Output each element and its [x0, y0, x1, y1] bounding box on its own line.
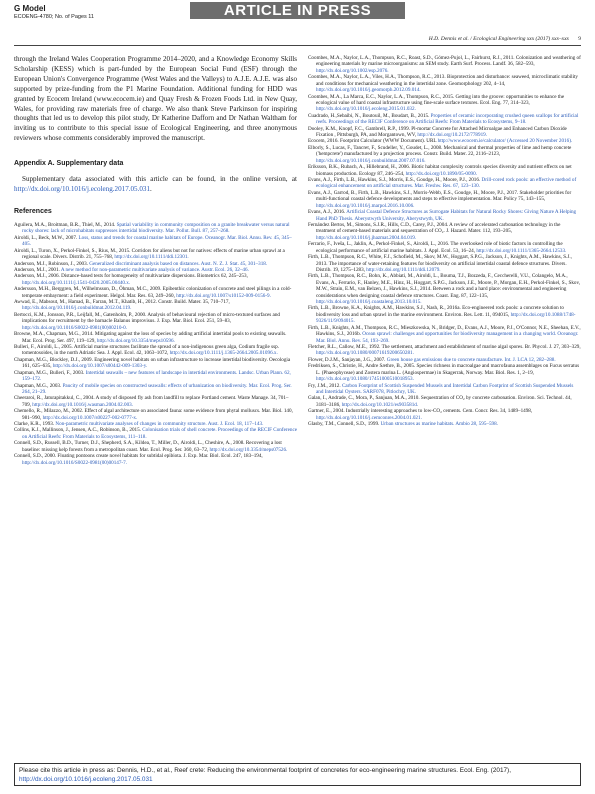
reference-entry [14, 370, 297, 383]
reference-text: Chapman, M.G., Blockley, D.J., 2009. Engineering novel habitats on urban infrastructure to increase intertidal biodiversity. Oecologia 161, 625–635, [14, 356, 291, 370]
reference-link[interactable]: http://dx.doi.org/10.1080/00071619200650281. [316, 350, 414, 357]
reference-link[interactable]: http://dx.doi.org/10.1002/esp.2076. [316, 67, 389, 74]
reference-entry [14, 427, 297, 440]
reference-text: Connell, S.D., 2000. Floating pontoons create novel habitats for subtidal epibiota. J. Exp. Mar. Biol. Ecol. 247, 183–194, [14, 453, 263, 460]
appendix-heading: Appendix A. Supplementary data [14, 160, 124, 168]
reference-entry [14, 344, 297, 357]
reference-entry [308, 273, 581, 305]
reference-entry [308, 421, 581, 427]
reference-text: Evans, A.J., 2016. [308, 209, 347, 216]
reference-entry [14, 299, 297, 312]
reference-text: Chapman, M.G., 2003. [14, 382, 63, 389]
reference-link[interactable]: Non-parametric multivariate analyses of changes in community structure. Aust. J. Ecol. 18, 117–143. [55, 421, 264, 428]
reference-link[interactable]: http://dx.doi.org/10.2172/778919. [417, 132, 487, 139]
reference-text: Awwad, E., Mabsout, M., Hamad, B., Farran, M.T., Khatib, H., 2012. Constr. Build. Mater. 35, 710–717, [14, 299, 230, 306]
reference-link[interactable]: Colonisation trials of shell concrete. Proceedings of the RECIF Conference on Artificial Reefs: From Materials to Ecosystems, 111–118. [22, 427, 298, 440]
reference-text: Anderson, M.J., 2001. [14, 266, 61, 273]
reference-link[interactable]: A new method for non-parametric multivariate analysis of variance. Austr. Ecol. 26, 32–46. [60, 266, 249, 273]
reference-entry [14, 331, 297, 344]
journal-model-label: G Model [14, 4, 46, 13]
reference-entry [14, 222, 297, 235]
reference-text: Bulleri, F., Airoldi, L., 2005. Artificial marine structures facilitate the spread of a non-indigenous green alga, Codium fragile ssp. tomentosoides, in the north Adriatic Sea. J. Appl. Ecol. 42, 1063–1072, [14, 343, 279, 357]
reference-text: Fletcher, R.L., Callow, M.E., 1992. The settlement, attachment and establishment of marine algal spores. Br. Phycol. J. 27, 303–329, [308, 343, 581, 350]
reference-entry [308, 126, 581, 139]
reference-link[interactable]: http://dx.doi.org/10.1007/s10152-009-0156-9. [176, 292, 271, 299]
reference-link[interactable]: Artificial Coastal Defence Structures as Surrogate Habitats for Natural Rocky Shores: Giving Nature A Helping Hand PhD Thesis. Aberystwyth University, Aberystwyth, UK. [316, 209, 577, 222]
reference-text: Browne, M.A., Chapman, M.G., 2014. Mitigating against the loss of species by adding artificial intertidal pools to existing seawalls. Mar. Ecol. Prog. Ser. 497, 119–129, [14, 331, 287, 344]
reference-entry [14, 286, 297, 299]
reference-text: Aguilera, M.A., Broitman, B.R., Thiel, M., 2014. [14, 221, 117, 228]
citation-box [14, 763, 581, 786]
reference-entry [308, 55, 581, 74]
reference-text: Fry, J.M., 2012. [308, 382, 342, 389]
reference-link[interactable]: Properties of ceramic incorporating crushed queen scallops for artificial reefs. Proceedings of the RECIF Conference on Artificial Reefs: From Materials to Ecosystems, 9–18. [316, 112, 579, 126]
reference-text: Firth, L.B., Browne, K.A., Knights, A.M., Hawkins, S.J., Nash, R., 2016a. Eco-engineered rock pools: a concrete solution to biodiversity loss and urban sprawl in the marine environment. Environ. Res. Lett. 11, 094015, [308, 305, 564, 318]
reference-text: Connell, S.D., Russell, B.D., Turner, D.J., Shepherd, S.A., Kildea, T., Miller, D., Airoldi, L., Cheshire, A., 2008. Recovering a lost baseline: missing kelp forests from a metropolitan coast. Mar. Ecol. Prog. Ser. 360, 63–72, [14, 440, 282, 453]
supplementary-data-link[interactable]: http://dx.doi.org/10.1016/j.ecoleng.2017.05.031 [14, 185, 151, 194]
reference-text: Airoldi, L., Turon, X., Perkol-Finkel, S., Rius, M., 2015. Corridors for aliens but not for natives: effects of marine urban sprawl at a regional scale. Divers. Distrib. 21, 755–768, [14, 247, 285, 261]
reference-entry [308, 395, 581, 408]
reference-link[interactable]: http://dx.doi.org/10.3354/meps10596. [96, 337, 175, 344]
reference-text: Firth, L.B., Thompson, R.C., Bohn, K., Abbiati, M., Airoldi, L., Bouma, T.J., Bozzeda, F., Ceccherelli, V.U., Colangelo, M.A., Evans, A., Ferrario, F., Hanley, M.E., Hinz, H., Hoggart, S.P.G., Jackson, J.E., Moore, P., Morgan, E.H., Perkol-Finkel, S., Skov, M.W., Strain, E.M., van Belzen, J., Hawkins, S.J., 2014. Between a rock and a hard place: environmental and engineering considerations when designing coastal defence structures. Coast. Eng. 87, 122–135, [308, 273, 580, 299]
reference-entry [308, 164, 581, 177]
reference-entry [308, 222, 581, 241]
citation-doi-link[interactable]: http://dx.doi.org/10.1016/j.ecoleng.2017.05.031 [19, 776, 153, 783]
reference-entry [14, 408, 297, 421]
reference-entry [308, 209, 581, 222]
reference-link[interactable]: http://dx.doi.org/10.1016/j.coastaleng.2013.10.015. [316, 299, 422, 306]
reference-link[interactable]: http://dx.doi.org/10.1016/j.cemconres.2004.01.021. [316, 414, 422, 421]
article-code: ECOENG-4780; No. of Pages 11 [14, 14, 94, 20]
reference-text: Glasby, T.M., Connell, S.D., 1999. [308, 421, 381, 428]
reference-entry [14, 248, 297, 261]
reference-text: Anderson, M.J., Robinson, J., 2003. [14, 260, 90, 267]
reference-entry [308, 344, 581, 357]
appendix-text: Supplementary data associated with this article can be found, in the online version, at [22, 175, 297, 184]
reference-link[interactable]: http://www.ecocem.ie/calculator/ (Accessed 20 November 2016). [437, 138, 573, 145]
reference-text: Evans, A.J., Firth, L.B., Hawkins, S.J., Morris, E.S., Goudge, H., Moore, P.J., 2016. [308, 177, 482, 184]
reference-link[interactable]: Urban structures as marine habitats. Ambio 28, 595–598. [380, 421, 498, 428]
reference-text: Eriksson, B.K., Rubach, A., Hillebrand, H., 2006. Biotic habitat complexity controls species diversity and nutrient effects on net biomass production. Ecology 87, 246–254, [308, 164, 572, 177]
reference-entry [14, 440, 297, 453]
reference-text: Firth, L.B., Thompson, R.C., White, F.J., Schofield, M., Skov, M.W., Hoggart, S.P.G., Jackson, J., Knights, A.M., Hawkins, S.J., 2013. The importance of water-retaining features for biodiversity on artificial intertidal coastal defence structures. Divers. Distrib. 19, 1275–1283, [308, 254, 572, 273]
reference-link[interactable]: http://dx.doi.org/10.1016/j.geomorph.2012.09.014. [316, 87, 421, 94]
citation-text: Please cite this article in press as: Dennis, H.D., et al., Reef crete: Reducing the environmental footprint of concretes for eco-engineering marine structures. Ecol. Eng. (2017), [19, 767, 511, 774]
reference-text: Bertocci, K.M., Jonsson, P.R., Leijfall, M., Gatenholm, P., 2000. Analysis of behavioural rejection of micro-textured surfaces and implications for recruitment by the barnacle Balanus improvisus. J. Exp. Mar. Biol. Ecol. 251, 59–83, [14, 311, 280, 325]
reference-text: Cuadrado, H.,Sebaibi, N., Boutouil, M., Boudart, B., 2015. [308, 112, 431, 119]
reference-link[interactable]: http://dx.doi.org/10.1088/1748-9326/11/9/094015. [316, 311, 576, 325]
reference-link[interactable]: http://dx.doi.org/10.1111/1365-2664.12533. [476, 247, 567, 254]
article-in-press-banner: ARTICLE IN PRESS [190, 2, 405, 19]
reference-link[interactable]: http://dx.doi.org/10.1111/ddi.12079. [366, 266, 441, 273]
reference-link[interactable]: http://dx.doi.org/10.1016/j.jhazmat.2004.04.019. [316, 234, 417, 241]
left-column [14, 55, 297, 466]
reference-entry [308, 408, 581, 421]
reference-entry [14, 357, 297, 370]
reference-entry [14, 235, 297, 248]
appendix-text-end: . [150, 185, 152, 194]
reference-entry [308, 241, 581, 254]
reference-link[interactable]: Green house gas emissions due to concrete manufacture. Int. J. LCA 12, 282–288. [386, 356, 556, 363]
references-list-left [14, 222, 297, 466]
running-header: H.D. Dennis et al. / Ecological Engineering xxx (2017) xxx–xxx [428, 36, 569, 42]
reference-link[interactable]: http://dx.doi.org/10.1016/S0022-0981(00)00210-0. [22, 324, 128, 331]
appendix-paragraph [14, 175, 297, 195]
reference-link[interactable]: http://dx.doi.org/10.1007/s00442-009-1303-y. [52, 363, 148, 370]
reference-link[interactable]: http://dx.doi.org/10.1016/j.conbuildmat.2007.07.016. [316, 157, 426, 164]
reference-link[interactable]: http://dx.doi.org/10.1016/S0022-0981(00)00147-7. [22, 459, 128, 466]
reference-entry [308, 190, 581, 209]
references-heading: References [14, 207, 52, 215]
reference-text: Fernández Bertos, M., Simons, S.J.R., Hills, C.D., Carey, P.J., 2004. A review of accelerated carbonation technology in the treatment of cement-based materials and sequestration of CO₂. J. Hazard. Mater. 112, 193–205, [308, 221, 561, 235]
reference-text: Anderson, M.J., 2006. Distance-based tests for homogeneity of multivariate dispersions. Biometrics 62, 245–253, [14, 273, 248, 280]
reference-text: Andersson, M.H., Berggren, M., Wilhelmsson, D., Öhman, M.C., 2009. Epibenthic colonization of concrete and steel pilings in a cold-temperate embayment: a field experiment. Helgol. Mar. Res. 63, 249–260, [14, 286, 292, 299]
page-number: 9 [578, 36, 581, 42]
reference-link[interactable]: http://dx.doi.org/10.1890/05-0090. [405, 170, 477, 177]
reference-entry [308, 363, 581, 382]
reference-link[interactable]: http://dx.doi.org/10.1111/j.1365-2664.2005.01096.x. [169, 350, 278, 357]
reference-text: Fredriksen, S., Christie, H., Andre Sæthre, B., 2005. Species richness in macroalgae and macrofauna assemblages on Fucus serratus L. (Phaeophyceae) and Zostera marina L. (Angiospermae) in Skagerrak, Norway. Mar. Biol. Res. 1, 2–19, [308, 363, 580, 376]
reference-link[interactable]: http://dx.doi.org/10.1016/j.conbuildmat.2012.04.119. [22, 305, 132, 312]
reference-text: Dooley, K.M., Knopf, F.C., Gambrell, R.P., 1999. Pl-mortar Concrete for Attached Microalgae and Enhanced Carbon Dioxide Fixation , Pittsburgh, PA, and Morgantown, WV, [308, 125, 567, 139]
reference-text: Gartner, E., 2004. Industrially interesting approaches to low-CO₂ cements. Cem. Concr. Res. 34, 1489–1498, [308, 408, 533, 415]
reference-link[interactable]: Paucity of mobile species on constructed seawalls: effects of urbanization on biodiversity. Mar. Ecol. Prog. Ser. 264, 21–29. [22, 382, 292, 395]
reference-link[interactable]: Spatial variability in community composition on a granite breakwater versus natural rocky shores: lack of microhabitats suppresses intertidal biodiversity. Mar. Pollut. Bull. 87, 257–268. [22, 221, 290, 235]
right-column [308, 55, 581, 427]
reference-text: Firth, L.B., Knights, A.M., Thompson, R.C., Mieszkowska, N., Bridger, D., Evans, A.J., Moore, P.J., O'Connor, N.E., Sheehan, E.V., Hawkins, S.J., 2016b. [308, 324, 581, 338]
reference-link[interactable]: Generalized discriminant analysis based on distances. Aust. N. Z. J. Stat. 45, 301–318. [89, 260, 268, 267]
reference-text: Ecocem, 2016. Footprint Calculator (WWW Document). URL [308, 138, 438, 145]
reference-text: Cheeraroi, R., Jaturapitakkul, C., 2004. A study of disposed fly ash from landfill to replace Portland cement. Waste Manage. 34, 701–709, [14, 395, 289, 408]
reference-link[interactable]: http://dx.doi.org/10.1021/es903581d. [341, 401, 419, 408]
references-list-right [308, 55, 581, 427]
reference-entry [308, 305, 581, 324]
reference-entry [308, 383, 581, 396]
reference-entry [14, 383, 297, 396]
reference-link[interactable]: Ocean sprawl: challenges and opportunities for biodiversity management in a changing world. Oceanogr. Mar. Biol. Annu. Rev. 54, 193–269. [316, 331, 579, 344]
reference-link[interactable]: Drill-cored rock pools: an effective method of ecological enhancement on artificial structures. Mar. Freshw. Res. 67, 123–130. [316, 177, 577, 190]
reference-text: Coombes, M.A., La Marca, E.C., Naylor, L.A., Thompson, R.C., 2015. Getting into the groove: opportunities to enhance the ecological value of hard coastal infrastructure using fine-scale surface textures. Ecol. Eng. 77, 314–323, [308, 93, 565, 106]
reference-link[interactable]: http://dx.doi.org/10.3354/meps07526. [209, 446, 288, 453]
reference-text: Collins, K.J., Mallinson, J., Jensen, A.C., Robinson, B., 2015. [14, 427, 143, 434]
reference-entry [14, 453, 297, 466]
reference-entry [308, 94, 581, 113]
reference-entry [308, 177, 581, 190]
reference-entry [308, 145, 581, 164]
reference-text: Chemello, R., Milazzo, M., 2002. Effect of algal architecture on associated fauna: some evidence from phytal molluscs. Mar. Biol. 140, 981–990, [14, 408, 293, 421]
funding-paragraph: through the Ireland Wales Cooperation Programme 2014–2020, and a Knowledge Economy Skills Scholarship (KESS) which is part-funded by the European Social Fund (ESF) through the European Union's Convergence Programme (West Wales and the Valleys) to A.J.E. A.J.E. was also supported by prize-funding from the P1 Marine Foundation. Additional funding for HDD was granted by Ecocem Ireland (www.ecocem.ie) and Quay Fresh & Frozen Foods Ltd. in New Quay, Wales, for providing raw materials free of charge. We also thank Steve Parkinson for inspiring thoughts that led us to develop this pilot study, Dr Katherine Dafforn and Dr Nathan Waltham for inviting us to contribute to this special issue of Ecological Engineering, and three anonymous reviewers whose comments considerably improved the manuscript. [14, 55, 297, 143]
reference-link[interactable]: http://dx.doi.org/10.1080/17451000510018953. [316, 376, 414, 383]
reference-text: Evans, A.J., Garrod, B., Firth, L.B., Hawkins, S.J., Morris-Webb, E.S., Goudge, H., Moore, P.J., 2017. Stakeholder priorities for multi-functional coastal defence developments and steps to effective implementation. Mar. Policy 75, 143–155, [308, 189, 572, 203]
reference-link[interactable]: http://dx.doi.org/10.1016/j.wasman.2004.02.003. [32, 401, 133, 408]
header-rule [14, 45, 581, 46]
reference-link[interactable]: http://dx.doi.org/10.1016/j.ecoleng.2015.01.032. [316, 106, 416, 113]
reference-entry [308, 113, 581, 126]
reference-text: Ferrario, F., Iveša, L., Jaklin, A., Perkol-Finkel, S., Airoldi, L., 2016. The overlooked role of biotic factors in controlling the ecological performance of artificial marine habitats. J. Appl. Ecol. 53, 16–24, [308, 241, 563, 254]
reference-text: Elborly, S., Lucas, F., Tancret, F., Scudeller, Y., Goudet, L., 2008. Mechanical and thermal properties of lime and hemp concrete ('hempcrete') manufactured by a projection process. Constr. Build. Mater. 22, 2116–2123, [308, 144, 572, 158]
reference-text: Airoldi, L., Beck, M.W., 2007. [14, 234, 79, 241]
reference-link[interactable]: http://dx.doi.org/10.1007/s00227-002-0777-x. [42, 414, 138, 421]
reference-text: Flower, D.J.M., Sanjayan, J.G., 2007. [308, 356, 387, 363]
reference-link[interactable]: Intertidal seawalls – new features of landscape in intertidal environments. Landsc. Urban Plann. 62, 159–172. [22, 369, 291, 383]
reference-entry [308, 74, 581, 93]
reference-text: Coombes, M.A., Naylor, L.A., Viles, H.A., Thompson, R.C., 2013. Bioprotection and disturbance: seaweed, microclimatic stability and conditions for mechanical weathering in the intertidal zone. Geomorphology 202, 4–14, [308, 74, 578, 87]
reference-entry [14, 395, 297, 408]
reference-link[interactable]: Loss, status and trends for coastal marine habitats of Europe. Oceanogr. Mar. Biol. Annu. Rev. 45, 345–405. [22, 234, 292, 248]
reference-link[interactable]: Carbon Footprint of Scottish Suspended Mussels and Intertidal Carbon Footprint of Scottish Suspended Mussels and Intertidal Oysters. SARF078, Pitlochry, UK. [316, 382, 574, 395]
reference-entry [14, 312, 297, 331]
reference-text: Galan, I., Andrade, C., Mora, P., Sanjuan, M.A., 2010. Sequestration of CO₂ by concrete carbonation. Environ. Sci. Technol. 44, 3181–3186, [308, 395, 572, 408]
reference-link[interactable]: http://dx.doi.org/10.1111/j.1541-0420.2005.00440.x. [22, 279, 131, 286]
reference-text: Coombes, M.A., Naylor, L.A., Thompson, R.C., Roast, S.D., Gómez-Pujol, L., Fairhurst, R.J., 2011. Colonization and weathering of engineering materials by marine microorganisms: an SEM study. Earth Surf. Process. Landf. 36, 582–593, [308, 55, 581, 68]
reference-entry [308, 254, 581, 273]
reference-text: Chapman, M.G., Bulleri, F., 2003. [14, 369, 86, 376]
reference-entry [308, 325, 581, 344]
reference-text: Clarke, K.R., 1993. [14, 421, 56, 428]
reference-link[interactable]: http://dx.doi.org/10.1016/j.marpol.2016.10.006. [316, 202, 415, 209]
reference-link[interactable]: http://dx.doi.org/10.1111/ddi.12301. [114, 254, 189, 261]
reference-entry [14, 273, 297, 286]
